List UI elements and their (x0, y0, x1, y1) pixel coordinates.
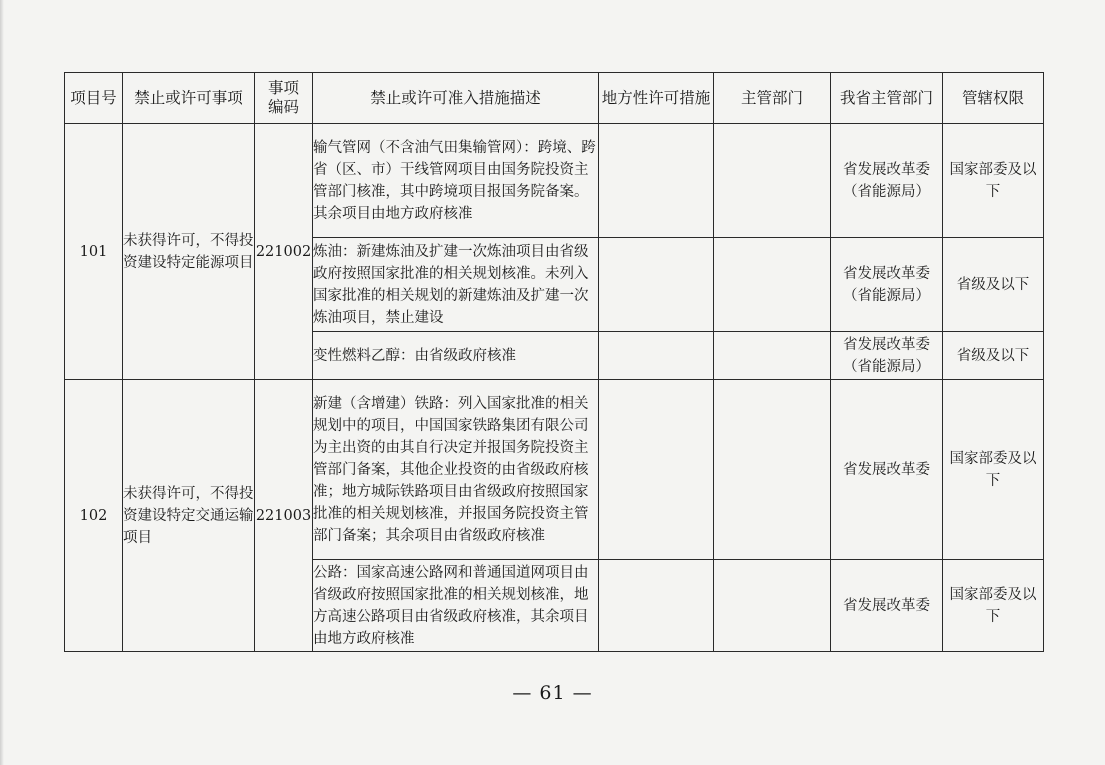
header-code: 事项 编码 (255, 73, 313, 124)
item-id: 101 (65, 124, 123, 380)
measure-province-dept: 省发展改革委（省能源局） (831, 124, 943, 238)
table-header-row (65, 73, 1044, 124)
measure-local (599, 380, 714, 560)
item-code: 221003 (255, 380, 313, 652)
header-jurisdiction: 管辖权限 (943, 73, 1044, 124)
measure-description: 新建（含增建）铁路：列入国家批准的相关规划中的项目，中国国家铁路集团有限公司为主出资的由其自行决定并报国务院投资主管部门备案，其他企业投资的由省级政府核准；地方城际铁路项目由省级政府按照国家批准的相关规划核准，并报国务院投资主管部门备案；其余项目由省级政府核准 (313, 380, 599, 560)
measure-dept (714, 332, 831, 380)
measure-province-dept: 省发展改革委 (831, 380, 943, 560)
measure-description: 公路：国家高速公路网和普通国道网项目由省级政府按照国家批准的相关规划核准，地方高速公路项目由省级政府核准，其余项目由地方政府核准 (313, 560, 599, 652)
measure-province-dept: 省发展改革委（省能源局） (831, 238, 943, 332)
measure-dept (714, 124, 831, 238)
measure-dept (714, 380, 831, 560)
page-number: — 61 — (512, 682, 593, 704)
item-code: 221002 (255, 124, 313, 380)
measure-jurisdiction: 国家部委及以下 (943, 560, 1044, 652)
item-id: 102 (65, 380, 123, 652)
measure-description: 炼油：新建炼油及扩建一次炼油项目由省级政府按照国家批准的相关规划核准。未列入国家批准的相关规划的新建炼油及扩建一次炼油项目，禁止建设 (313, 238, 599, 332)
header-province-dept: 我省主管部门 (831, 73, 943, 124)
item-matter: 未获得许可，不得投资建设特定交通运输项目 (123, 380, 255, 652)
measure-description: 变性燃料乙醇：由省级政府核准 (313, 332, 599, 380)
measure-dept (714, 560, 831, 652)
measure-local (599, 238, 714, 332)
header-dept: 主管部门 (714, 73, 831, 124)
measure-jurisdiction: 省级及以下 (943, 238, 1044, 332)
measure-local (599, 332, 714, 380)
table-row (65, 380, 1044, 560)
header-local-measure: 地方性许可措施 (599, 73, 714, 124)
item-matter: 未获得许可，不得投资建设特定能源项目 (123, 124, 255, 380)
measure-jurisdiction: 国家部委及以下 (943, 380, 1044, 560)
measure-jurisdiction: 国家部委及以下 (943, 124, 1044, 238)
table-row (65, 124, 1044, 238)
measure-local (599, 560, 714, 652)
measure-jurisdiction: 省级及以下 (943, 332, 1044, 380)
measure-description: 输气管网（不含油气田集输管网）：跨境、跨省（区、市）干线管网项目由国务院投资主管部门核准，其中跨境项目报国务院备案。其余项目由地方政府核准 (313, 124, 599, 238)
header-description: 禁止或许可准入措施描述 (313, 73, 599, 124)
measure-province-dept: 省发展改革委（省能源局） (831, 332, 943, 380)
measure-dept (714, 238, 831, 332)
measure-province-dept: 省发展改革委 (831, 560, 943, 652)
header-item-number: 项目号 (65, 73, 123, 124)
page-edge-shadow (0, 0, 4, 765)
permit-table (64, 72, 1044, 652)
measure-local (599, 124, 714, 238)
header-matter: 禁止或许可事项 (123, 73, 255, 124)
